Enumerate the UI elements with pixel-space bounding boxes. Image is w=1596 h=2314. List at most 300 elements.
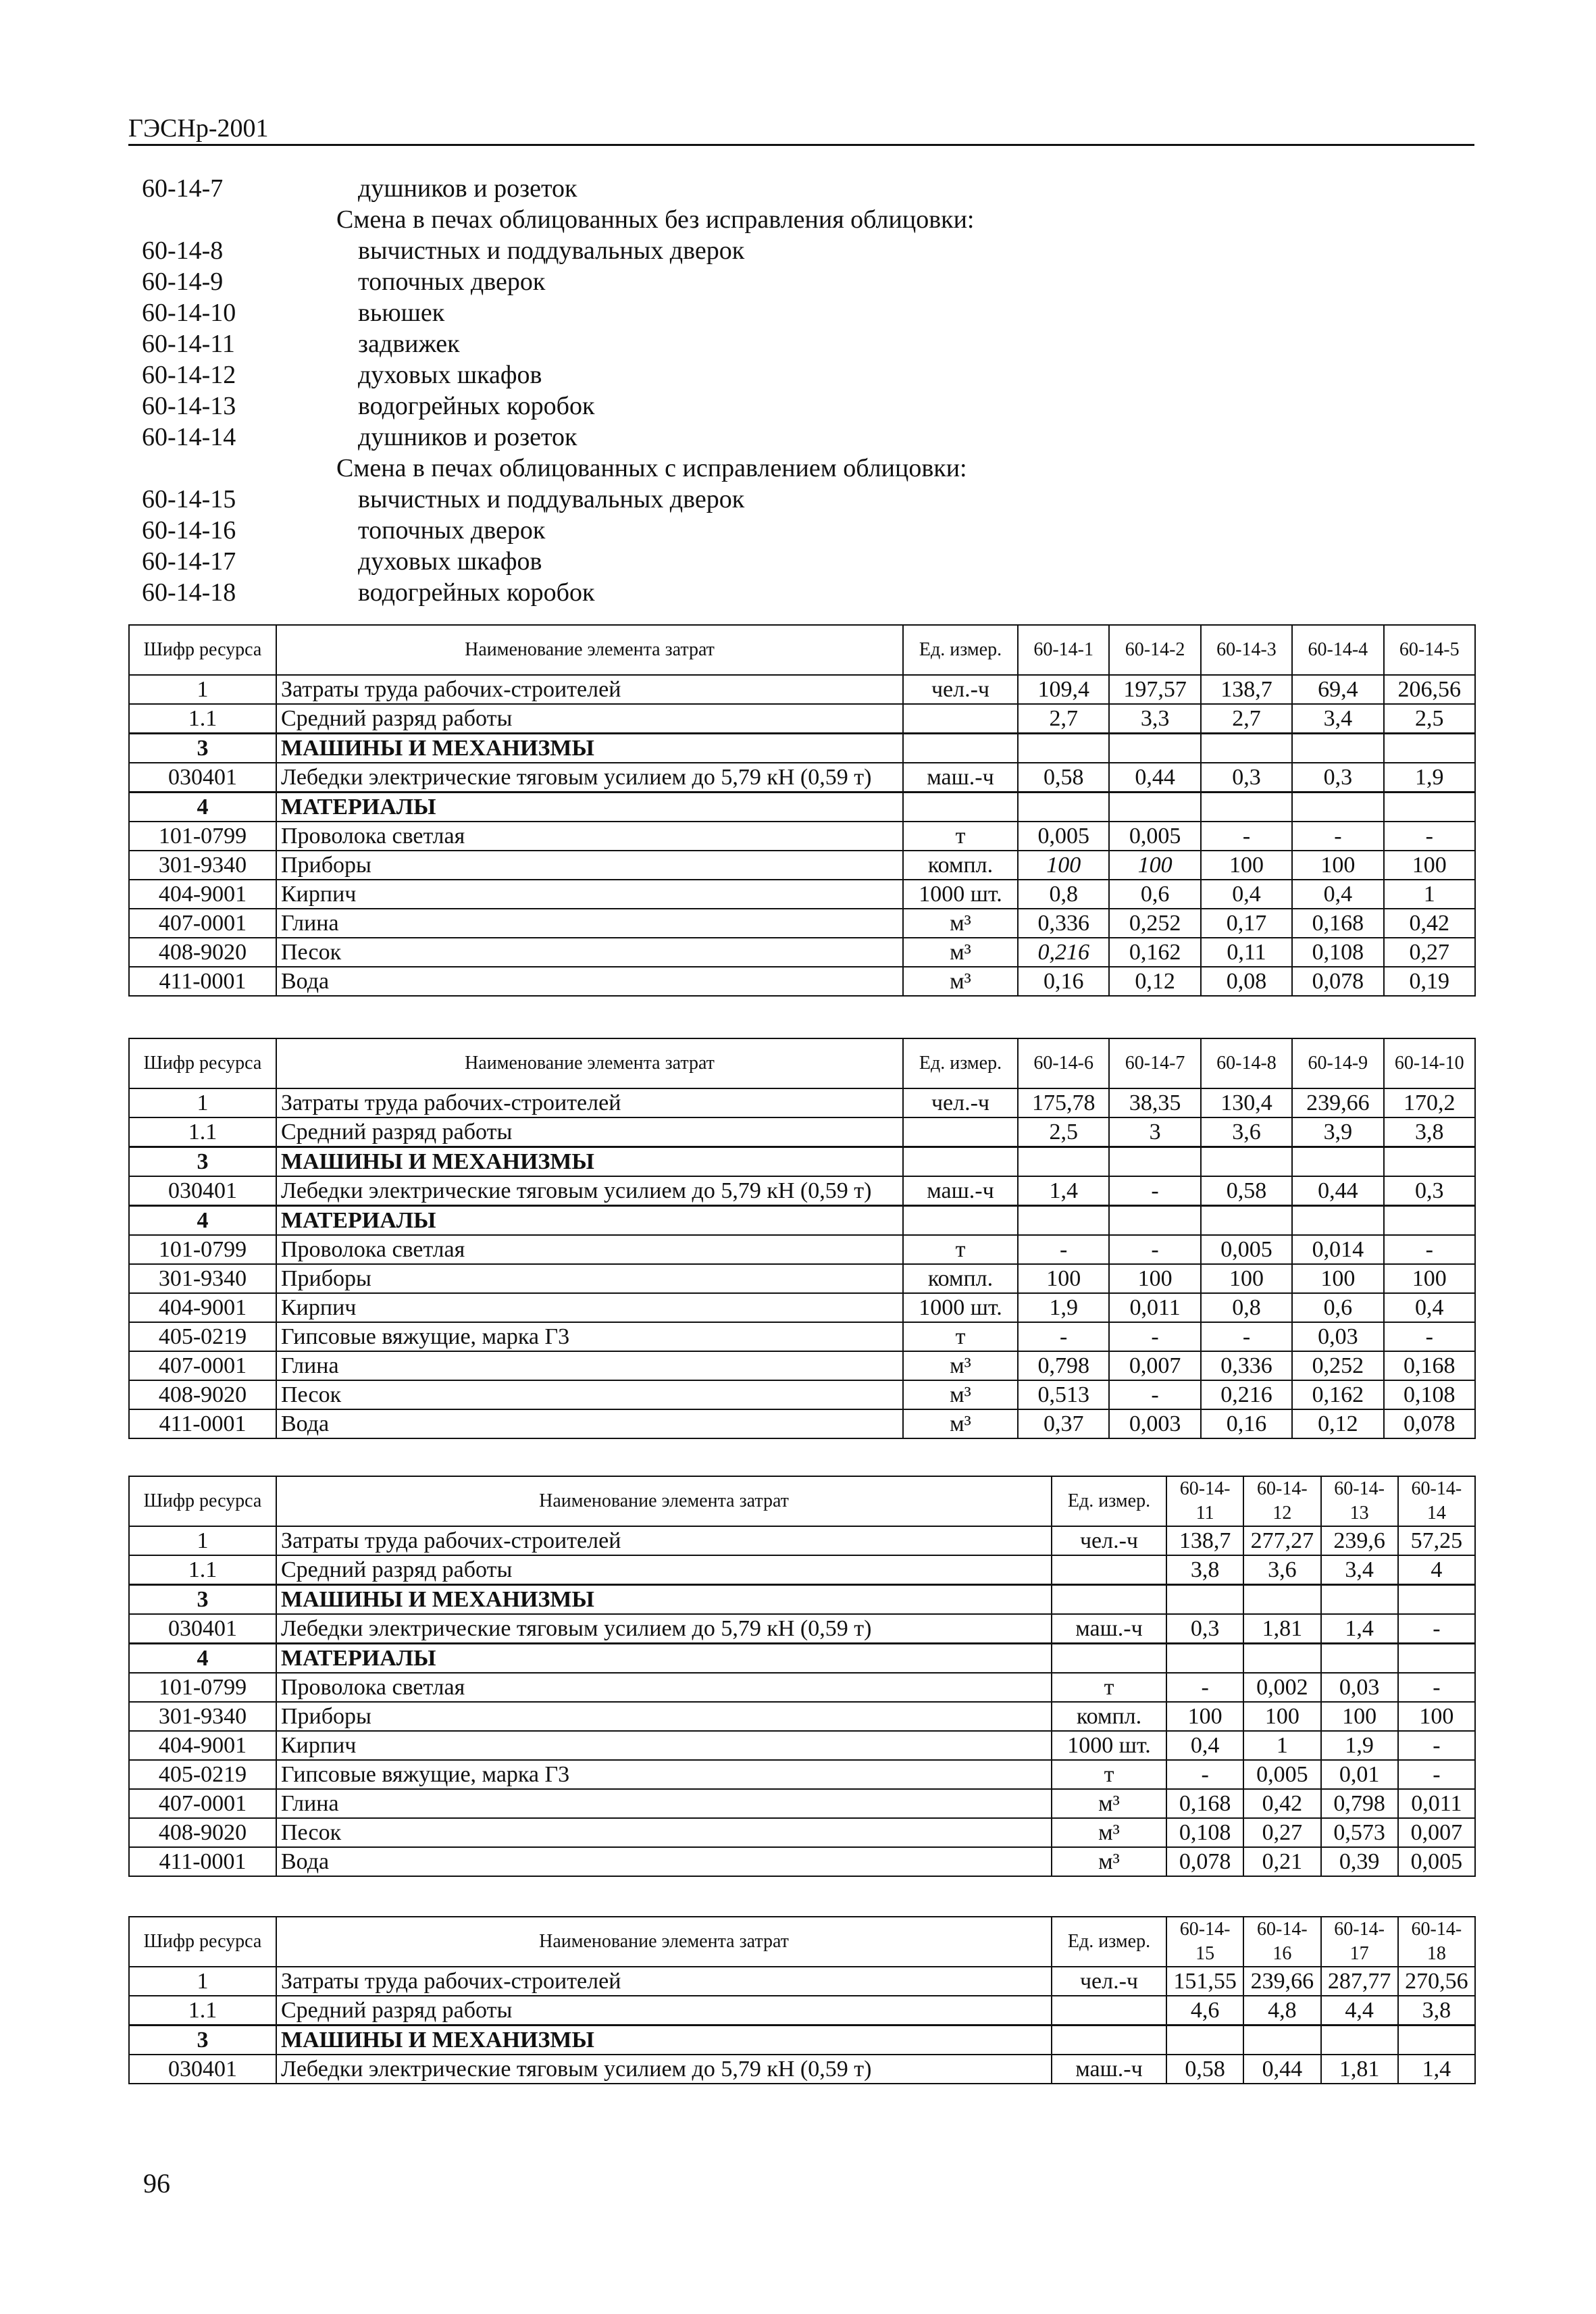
header-norm-code: 60-14-18 <box>1398 1917 1475 1967</box>
element-name: Глина <box>276 909 903 938</box>
unit: чел.-ч <box>903 675 1018 704</box>
resource-code: 030401 <box>129 1176 276 1206</box>
table-row <box>129 1409 1475 1438</box>
norm-value <box>1243 1644 1320 1674</box>
norm-value: - <box>1398 1673 1475 1702</box>
norm-value: 0,513 <box>1018 1380 1109 1409</box>
table-row <box>129 1526 1475 1555</box>
header-norm-code: 60-14-9 <box>1292 1038 1383 1088</box>
table-row <box>129 1322 1475 1351</box>
norm-value: 3,4 <box>1292 704 1383 734</box>
list-item <box>142 577 1425 608</box>
norm-table-3 <box>128 1476 1476 1877</box>
resource-code: 101-0799 <box>129 1673 276 1702</box>
unit: т <box>903 822 1018 851</box>
resource-code: 3 <box>129 2026 276 2055</box>
list-item-code: 60-14-12 <box>142 361 236 389</box>
table-row <box>129 967 1475 996</box>
resource-code: 3 <box>129 1585 276 1615</box>
unit: маш.-ч <box>1052 2055 1166 2084</box>
header-norm-code: 60-14-11 <box>1166 1476 1243 1526</box>
table-row <box>129 763 1475 793</box>
norm-value: 0,252 <box>1292 1351 1383 1380</box>
unit: 1000 шт. <box>903 880 1018 909</box>
element-name: МАШИНЫ И МЕХАНИЗМЫ <box>276 1585 1052 1615</box>
list-heading: Смена в печах облицованных с исправлением облицовки: <box>336 454 967 482</box>
header-norm-code: 60-14-2 <box>1109 625 1200 675</box>
norm-value: 2,5 <box>1384 704 1475 734</box>
norm-value: 1,4 <box>1398 2055 1475 2084</box>
norm-value: 0,336 <box>1018 909 1109 938</box>
norm-value: - <box>1109 1380 1200 1409</box>
table-header-row <box>129 1038 1475 1088</box>
norm-value: 0,58 <box>1201 1176 1292 1206</box>
element-name: Глина <box>276 1351 903 1380</box>
norm-value: 0,44 <box>1243 2055 1320 2084</box>
norm-value: 151,55 <box>1166 1967 1243 1996</box>
table-row <box>129 1644 1475 1674</box>
norm-value: - <box>1398 1614 1475 1644</box>
element-name: Лебедки электрические тяговым усилием до 5,79 кН (0,59 т) <box>276 1614 1052 1644</box>
resource-code: 411-0001 <box>129 967 276 996</box>
norm-value: 0,798 <box>1321 1789 1398 1818</box>
norm-value: 3,6 <box>1201 1117 1292 1147</box>
norm-value <box>1321 1644 1398 1674</box>
norm-value: 0,3 <box>1201 763 1292 793</box>
norm-value <box>1384 1206 1475 1236</box>
norm-value <box>1201 1147 1292 1177</box>
unit <box>903 793 1018 822</box>
norm-value: 1,81 <box>1321 2055 1398 2084</box>
table-row <box>129 1818 1475 1847</box>
unit: м³ <box>903 909 1018 938</box>
norm-value: 130,4 <box>1201 1088 1292 1117</box>
unit: м³ <box>1052 1847 1166 1876</box>
unit: м³ <box>1052 1789 1166 1818</box>
norm-value <box>1018 1206 1109 1236</box>
norm-value <box>1384 734 1475 763</box>
unit <box>1052 2026 1166 2055</box>
norm-value: 4,6 <box>1166 1996 1243 2026</box>
table-row <box>129 1088 1475 1117</box>
header-norm-code: 60-14-5 <box>1384 625 1475 675</box>
table-row <box>129 909 1475 938</box>
list-item <box>142 422 1425 453</box>
unit: маш.-ч <box>903 1176 1018 1206</box>
element-name: МАТЕРИАЛЫ <box>276 1644 1052 1674</box>
table-row <box>129 793 1475 822</box>
header-norm-code: 60-14-17 <box>1321 1917 1398 1967</box>
unit: т <box>903 1322 1018 1351</box>
element-name: Вода <box>276 1409 903 1438</box>
norm-value: 69,4 <box>1292 675 1383 704</box>
norm-value: 100 <box>1018 1264 1109 1293</box>
norm-value <box>1201 793 1292 822</box>
norm-value <box>1109 1206 1200 1236</box>
resource-code: 1.1 <box>129 1117 276 1147</box>
norm-value: 239,66 <box>1243 1967 1320 1996</box>
norm-value: 100 <box>1292 1264 1383 1293</box>
list-item-text: топочных дверок <box>358 268 546 296</box>
norm-value: 0,6 <box>1109 880 1200 909</box>
norm-value: 0,011 <box>1398 1789 1475 1818</box>
norm-value: - <box>1384 1322 1475 1351</box>
list-item-text: духовых шкафов <box>358 361 542 389</box>
norm-value <box>1018 793 1109 822</box>
norm-value: 0,005 <box>1018 822 1109 851</box>
norm-value: 239,6 <box>1321 1526 1398 1555</box>
norm-value: 100 <box>1243 1702 1320 1731</box>
table-row <box>129 1235 1475 1264</box>
norm-value: 0,573 <box>1321 1818 1398 1847</box>
unit <box>903 704 1018 734</box>
norm-value: 0,8 <box>1201 1293 1292 1322</box>
norm-value: 1,9 <box>1018 1293 1109 1322</box>
table-row <box>129 1117 1475 1147</box>
element-name: Лебедки электрические тяговым усилием до 5,79 кН (0,59 т) <box>276 1176 903 1206</box>
norm-value: 0,011 <box>1109 1293 1200 1322</box>
norm-value: 0,8 <box>1018 880 1109 909</box>
element-name: Приборы <box>276 1264 903 1293</box>
unit: компл. <box>1052 1702 1166 1731</box>
list-item <box>142 515 1425 546</box>
norm-value: 100 <box>1018 851 1109 880</box>
unit: м³ <box>903 1409 1018 1438</box>
table-row <box>129 1702 1475 1731</box>
norm-value: 0,336 <box>1201 1351 1292 1380</box>
unit: чел.-ч <box>1052 1526 1166 1555</box>
list-item <box>142 359 1425 391</box>
element-name: Средний разряд работы <box>276 1555 1052 1585</box>
norm-value: 3,8 <box>1166 1555 1243 1585</box>
norm-value: 3 <box>1109 1117 1200 1147</box>
norm-value: 0,6 <box>1292 1293 1383 1322</box>
element-name: Кирпич <box>276 1293 903 1322</box>
norm-value: 0,168 <box>1384 1351 1475 1380</box>
table-row <box>129 938 1475 967</box>
norm-value: 4,4 <box>1321 1996 1398 2026</box>
norm-value: 0,3 <box>1384 1176 1475 1206</box>
list-item-code: 60-14-13 <box>142 392 236 420</box>
norm-value: - <box>1201 1322 1292 1351</box>
table-row <box>129 2026 1475 2055</box>
norm-value <box>1166 1585 1243 1615</box>
element-name: МАТЕРИАЛЫ <box>276 793 903 822</box>
table-row <box>129 734 1475 763</box>
norm-value: 175,78 <box>1018 1088 1109 1117</box>
header-name: Наименование элемента затрат <box>276 1917 1052 1967</box>
norm-value: 0,007 <box>1398 1818 1475 1847</box>
resource-code: 408-9020 <box>129 1818 276 1847</box>
header-norm-code: 60-14-6 <box>1018 1038 1109 1088</box>
norm-value: 170,2 <box>1384 1088 1475 1117</box>
resource-code: 301-9340 <box>129 1702 276 1731</box>
unit: м³ <box>903 938 1018 967</box>
table-row <box>129 675 1475 704</box>
norm-value: 0,27 <box>1384 938 1475 967</box>
unit: 1000 шт. <box>903 1293 1018 1322</box>
element-name: Глина <box>276 1789 1052 1818</box>
norm-value: 4 <box>1398 1555 1475 1585</box>
unit: 1000 шт. <box>1052 1731 1166 1760</box>
list-item-text: водогрейных коробок <box>358 578 595 607</box>
work-list <box>142 173 1425 608</box>
header-norm-code: 60-14-10 <box>1384 1038 1475 1088</box>
element-name: Затраты труда рабочих-строителей <box>276 1967 1052 1996</box>
list-item-text: душников и розеток <box>358 423 577 451</box>
norm-value: 0,16 <box>1018 967 1109 996</box>
norm-value <box>1398 2026 1475 2055</box>
norm-value: 1 <box>1243 1731 1320 1760</box>
resource-code: 1 <box>129 675 276 704</box>
table-row <box>129 1996 1475 2026</box>
list-item-code: 60-14-14 <box>142 423 236 451</box>
norm-value <box>1292 793 1383 822</box>
norm-value: 0,4 <box>1384 1293 1475 1322</box>
resource-code: 4 <box>129 1206 276 1236</box>
table-row <box>129 1293 1475 1322</box>
table-row <box>129 1967 1475 1996</box>
norm-value: 0,108 <box>1384 1380 1475 1409</box>
table-row <box>129 1789 1475 1818</box>
norm-value: 0,3 <box>1292 763 1383 793</box>
norm-value <box>1321 1585 1398 1615</box>
norm-value <box>1109 793 1200 822</box>
norm-value: 270,56 <box>1398 1967 1475 1996</box>
norm-value: 1,9 <box>1384 763 1475 793</box>
unit: т <box>1052 1760 1166 1789</box>
resource-code: 1 <box>129 1967 276 1996</box>
unit: чел.-ч <box>903 1088 1018 1117</box>
element-name: МАШИНЫ И МЕХАНИЗМЫ <box>276 1147 903 1177</box>
table-row <box>129 1206 1475 1236</box>
norm-value: 109,4 <box>1018 675 1109 704</box>
unit <box>903 1147 1018 1177</box>
element-name: Средний разряд работы <box>276 1117 903 1147</box>
norm-value: 0,078 <box>1292 967 1383 996</box>
norm-value: 3,3 <box>1109 704 1200 734</box>
list-item <box>142 391 1425 422</box>
resource-code: 407-0001 <box>129 1351 276 1380</box>
unit <box>903 1117 1018 1147</box>
norm-value: - <box>1109 1235 1200 1264</box>
element-name: Проволока светлая <box>276 822 903 851</box>
norm-value: 0,01 <box>1321 1760 1398 1789</box>
header-code: Шифр ресурса <box>129 1476 276 1526</box>
norm-value: 0,005 <box>1201 1235 1292 1264</box>
header-norm-code: 60-14-12 <box>1243 1476 1320 1526</box>
element-name: МАШИНЫ И МЕХАНИЗМЫ <box>276 734 903 763</box>
norm-value: 206,56 <box>1384 675 1475 704</box>
norm-value: 0,003 <box>1109 1409 1200 1438</box>
table-header-row <box>129 1917 1475 1967</box>
header-unit: Ед. измер. <box>903 625 1018 675</box>
element-name: Вода <box>276 967 903 996</box>
norm-value: - <box>1292 822 1383 851</box>
norm-value: - <box>1384 1235 1475 1264</box>
norm-value: 100 <box>1398 1702 1475 1731</box>
norm-value <box>1109 1147 1200 1177</box>
norm-value: 100 <box>1384 851 1475 880</box>
norm-value: 100 <box>1109 851 1200 880</box>
resource-code: 1.1 <box>129 1555 276 1585</box>
norm-value: 0,42 <box>1384 909 1475 938</box>
list-item-code: 60-14-15 <box>142 485 236 513</box>
norm-value: 0,08 <box>1201 967 1292 996</box>
norm-value: 0,44 <box>1109 763 1200 793</box>
norm-value: 0,11 <box>1201 938 1292 967</box>
table-row <box>129 1847 1475 1876</box>
resource-code: 407-0001 <box>129 1789 276 1818</box>
resource-code: 301-9340 <box>129 851 276 880</box>
element-name: Песок <box>276 1818 1052 1847</box>
norm-value: 0,216 <box>1201 1380 1292 1409</box>
norm-table-1 <box>128 624 1476 997</box>
table-header-row <box>129 1476 1475 1526</box>
resource-code: 030401 <box>129 2055 276 2084</box>
table-row <box>129 1731 1475 1760</box>
resource-code: 4 <box>129 1644 276 1674</box>
list-item <box>142 173 1425 204</box>
unit: компл. <box>903 851 1018 880</box>
resource-code: 408-9020 <box>129 938 276 967</box>
resource-code: 1.1 <box>129 1996 276 2026</box>
header-unit: Ед. измер. <box>1052 1476 1166 1526</box>
resource-code: 411-0001 <box>129 1409 276 1438</box>
table-row <box>129 1147 1475 1177</box>
norm-value: 100 <box>1201 1264 1292 1293</box>
norm-value: - <box>1384 822 1475 851</box>
header-name: Наименование элемента затрат <box>276 1476 1052 1526</box>
header-norm-code: 60-14-14 <box>1398 1476 1475 1526</box>
unit: т <box>903 1235 1018 1264</box>
norm-value: - <box>1166 1673 1243 1702</box>
unit: т <box>1052 1673 1166 1702</box>
list-item <box>142 266 1425 297</box>
norm-value: 138,7 <box>1166 1526 1243 1555</box>
norm-value: - <box>1201 822 1292 851</box>
unit: маш.-ч <box>903 763 1018 793</box>
header-code: Шифр ресурса <box>129 1038 276 1088</box>
norm-value: 0,03 <box>1321 1673 1398 1702</box>
norm-value: 0,44 <box>1292 1176 1383 1206</box>
list-item-text: духовых шкафов <box>358 547 542 576</box>
unit: м³ <box>1052 1818 1166 1847</box>
resource-code: 405-0219 <box>129 1322 276 1351</box>
element-name: Лебедки электрические тяговым усилием до 5,79 кН (0,59 т) <box>276 2055 1052 2084</box>
norm-value: 0,078 <box>1384 1409 1475 1438</box>
list-item <box>142 235 1425 266</box>
norm-value: 0,12 <box>1292 1409 1383 1438</box>
list-item-text: вычистных и поддувальных дверок <box>358 485 745 513</box>
list-item <box>142 297 1425 328</box>
list-item-code: 60-14-18 <box>142 578 236 607</box>
unit <box>903 734 1018 763</box>
element-name: Средний разряд работы <box>276 1996 1052 2026</box>
list-heading: Смена в печах облицованных без исправления облицовки: <box>336 205 975 234</box>
table-row <box>129 1614 1475 1644</box>
norm-value: 2,7 <box>1018 704 1109 734</box>
unit <box>1052 1555 1166 1585</box>
unit <box>1052 1585 1166 1615</box>
unit: компл. <box>903 1264 1018 1293</box>
norm-value <box>1166 1644 1243 1674</box>
norm-value <box>1321 2026 1398 2055</box>
unit <box>1052 1996 1166 2026</box>
unit: м³ <box>903 1380 1018 1409</box>
table-row <box>129 1760 1475 1789</box>
resource-code: 404-9001 <box>129 1293 276 1322</box>
norm-value: 239,66 <box>1292 1088 1383 1117</box>
norm-value: - <box>1398 1731 1475 1760</box>
header-norm-code: 60-14-1 <box>1018 625 1109 675</box>
element-name: Лебедки электрические тяговым усилием до 5,79 кН (0,59 т) <box>276 763 903 793</box>
norm-value: 0,162 <box>1109 938 1200 967</box>
list-item-code: 60-14-11 <box>142 330 235 358</box>
resource-code: 405-0219 <box>129 1760 276 1789</box>
norm-value: 0,4 <box>1292 880 1383 909</box>
element-name: Гипсовые вяжущие, марка Г3 <box>276 1322 903 1351</box>
resource-code: 101-0799 <box>129 1235 276 1264</box>
norm-value: 2,5 <box>1018 1117 1109 1147</box>
unit: чел.-ч <box>1052 1967 1166 1996</box>
norm-value: 100 <box>1109 1264 1200 1293</box>
norm-value: 0,108 <box>1166 1818 1243 1847</box>
resource-code: 408-9020 <box>129 1380 276 1409</box>
norm-value: 0,21 <box>1243 1847 1320 1876</box>
norm-value: 0,252 <box>1109 909 1200 938</box>
norm-value: 0,078 <box>1166 1847 1243 1876</box>
norm-value: 0,798 <box>1018 1351 1109 1380</box>
norm-value <box>1243 1585 1320 1615</box>
norm-value: - <box>1166 1760 1243 1789</box>
norm-value: 0,005 <box>1109 822 1200 851</box>
norm-value: 0,42 <box>1243 1789 1320 1818</box>
table-row <box>129 1176 1475 1206</box>
header-unit: Ед. измер. <box>903 1038 1018 1088</box>
element-name: Средний разряд работы <box>276 704 903 734</box>
resource-code: 407-0001 <box>129 909 276 938</box>
norm-value: 0,37 <box>1018 1409 1109 1438</box>
list-item-code: 60-14-16 <box>142 516 236 545</box>
norm-value: 0,216 <box>1018 938 1109 967</box>
table-row <box>129 1555 1475 1585</box>
element-name: Кирпич <box>276 880 903 909</box>
norm-value: 4,8 <box>1243 1996 1320 2026</box>
unit <box>1052 1644 1166 1674</box>
norm-table-2 <box>128 1038 1476 1439</box>
norm-value: 100 <box>1201 851 1292 880</box>
page-number: 96 <box>143 2168 170 2198</box>
norm-value: - <box>1018 1322 1109 1351</box>
list-item <box>142 453 1425 484</box>
resource-code: 411-0001 <box>129 1847 276 1876</box>
element-name: Проволока светлая <box>276 1235 903 1264</box>
norm-value: 0,168 <box>1292 909 1383 938</box>
norm-value <box>1243 2026 1320 2055</box>
norm-value: 1,81 <box>1243 1614 1320 1644</box>
header-unit: Ед. измер. <box>1052 1917 1166 1967</box>
norm-value: 277,27 <box>1243 1526 1320 1555</box>
header-norm-code: 60-14-8 <box>1201 1038 1292 1088</box>
list-item <box>142 328 1425 359</box>
unit: маш.-ч <box>1052 1614 1166 1644</box>
list-item-code: 60-14-17 <box>142 547 236 576</box>
table-row <box>129 1351 1475 1380</box>
norm-value: 0,007 <box>1109 1351 1200 1380</box>
header-norm-code: 60-14-7 <box>1109 1038 1200 1088</box>
norm-value <box>1292 1147 1383 1177</box>
